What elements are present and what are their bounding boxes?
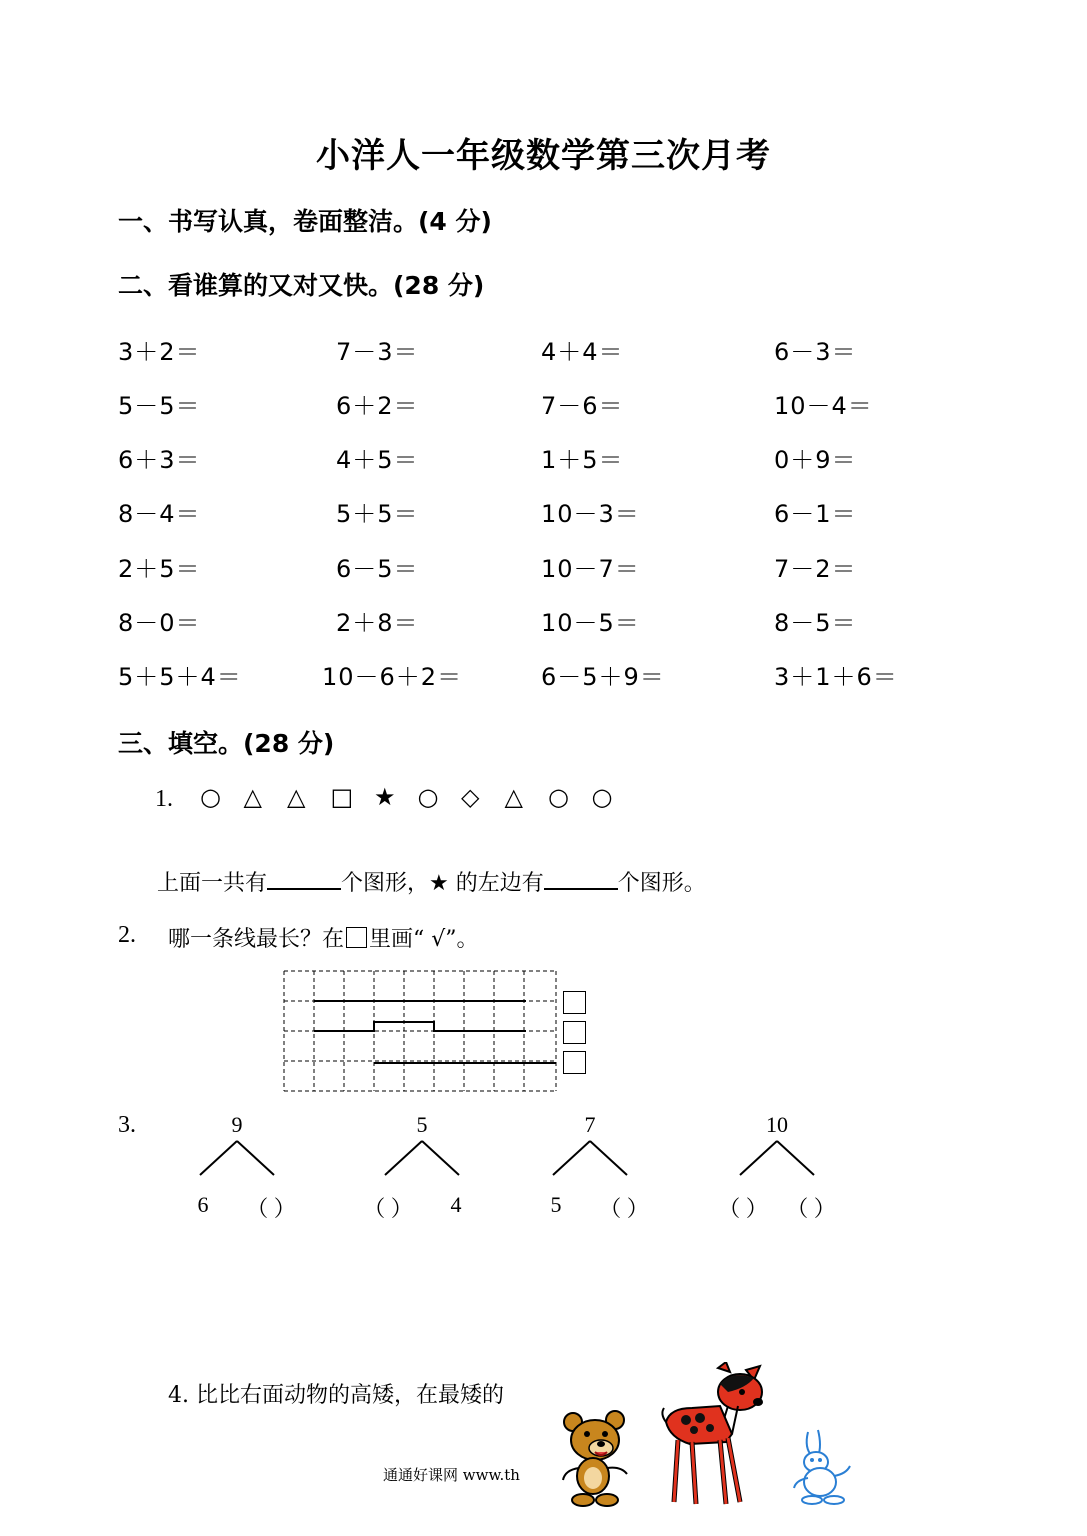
equation: 6＋2＝ <box>336 392 419 420</box>
bond-right-part: 4 <box>450 1192 462 1217</box>
answer-box-line-a[interactable] <box>563 991 586 1014</box>
shape-6-icon: ◇ <box>461 783 480 811</box>
equation: 8－0＝ <box>118 609 201 637</box>
bond-total: 9 <box>231 1112 243 1137</box>
bond-left-part: 6 <box>197 1192 209 1217</box>
equation: 3＋2＝ <box>118 338 201 366</box>
bond-branch-right <box>777 1141 814 1175</box>
checkbox-inline-icon <box>346 927 367 948</box>
section-two-heading: 二、看谁算的又对又快。(28 分) <box>118 271 485 300</box>
bond-right-part[interactable]: （ ） <box>599 1196 649 1221</box>
bond-branch-left <box>200 1141 237 1175</box>
shape-0-icon: ○ <box>200 783 221 811</box>
shape-1-icon: △ <box>243 783 262 811</box>
bond-branches <box>192 1138 282 1178</box>
bond-total: 10 <box>766 1112 788 1137</box>
equation: 7－6＝ <box>541 392 624 420</box>
answer-blank-total[interactable] <box>267 868 341 890</box>
bond-right-part[interactable]: （ ） <box>246 1196 296 1221</box>
equation: 5－5＝ <box>118 392 201 420</box>
shape-3-icon: □ <box>330 783 354 811</box>
page-title: 小洋人一年级数学第三次月考 <box>316 136 771 176</box>
bond-branch-left <box>553 1141 590 1175</box>
bond-branches <box>545 1138 635 1178</box>
equation: 8－5＝ <box>774 609 857 637</box>
shape-8-icon: ○ <box>548 783 569 811</box>
equation: 7－2＝ <box>774 555 857 583</box>
bond-left-part[interactable]: （ ） <box>718 1196 768 1221</box>
equation: 10－6＋2＝ <box>322 663 463 691</box>
q4-question: 4. 比比右面动物的高矮，在最矮的 <box>168 1383 504 1408</box>
equation: 6－5＝ <box>336 555 419 583</box>
equation: 10－3＝ <box>541 500 640 528</box>
bond-branch-right <box>590 1141 627 1175</box>
bond-right-part[interactable]: （ ） <box>786 1196 836 1221</box>
equation: 2＋8＝ <box>336 609 419 637</box>
shape-9-icon: ○ <box>591 783 613 811</box>
q1-text-d: 个图形。 <box>617 871 706 896</box>
shape-5-icon: ○ <box>417 783 439 811</box>
equation: 10－7＝ <box>541 555 640 583</box>
answer-box-line-b[interactable] <box>563 1021 586 1044</box>
shape-7-icon: △ <box>504 783 523 811</box>
shape-2-icon: △ <box>287 783 306 811</box>
star-icon: ★ <box>429 871 449 896</box>
q1-text-b: 个图形， <box>341 871 430 896</box>
equation: 0＋9＝ <box>774 446 857 474</box>
equation: 6＋3＝ <box>118 446 201 474</box>
equation: 6－1＝ <box>774 500 857 528</box>
bond-branch-left <box>740 1141 777 1175</box>
bond-branch-right <box>237 1141 274 1175</box>
answer-blank-left[interactable] <box>544 868 618 890</box>
equation: 10－4＝ <box>774 392 873 420</box>
q1-text-a: 上面一共有 <box>157 871 268 896</box>
q3-number: 3. <box>118 1112 136 1138</box>
deer-icon <box>656 1362 768 1512</box>
equation: 7－3＝ <box>336 338 419 366</box>
equation: 6－3＝ <box>774 338 857 366</box>
q2-text-a: 哪一条线最长？在 <box>168 927 345 952</box>
equation: 5＋5＋4＝ <box>118 663 242 691</box>
q2-question <box>168 922 479 953</box>
equation: 5＋5＝ <box>336 500 419 528</box>
equation: 4＋5＝ <box>336 446 419 474</box>
bond-branches <box>732 1138 822 1178</box>
section-three-heading: 三、填空。(28 分) <box>118 729 335 758</box>
q2-text-b: 里画“ √”。 <box>369 927 479 952</box>
bond-branch-left <box>385 1141 422 1175</box>
equation: 10－5＝ <box>541 609 640 637</box>
equation: 2＋5＝ <box>118 555 201 583</box>
equation: 1＋5＝ <box>541 446 624 474</box>
bond-left-part: 5 <box>550 1192 562 1217</box>
q1-text-c: 的左边有 <box>448 871 544 896</box>
equation: 3＋1＋6＝ <box>774 663 898 691</box>
bear-icon <box>555 1408 637 1508</box>
line-grid-figure <box>280 966 600 1096</box>
bond-branches <box>377 1138 467 1178</box>
bond-total: 5 <box>416 1112 428 1137</box>
q1-number: 1. <box>155 786 173 812</box>
equation: 4＋4＝ <box>541 338 624 366</box>
bond-branch-right <box>422 1141 459 1175</box>
equation: 6－5＋9＝ <box>541 663 665 691</box>
q1-question <box>157 866 706 897</box>
answer-box-line-c[interactable] <box>563 1051 586 1074</box>
rabbit-icon <box>786 1428 856 1508</box>
bond-total: 7 <box>584 1112 596 1137</box>
shape-4-icon: ★ <box>374 783 396 811</box>
q2-number: 2. <box>118 922 136 948</box>
section-one-heading: 一、书写认真，卷面整洁。(4 分) <box>118 207 492 236</box>
equation: 8－4＝ <box>118 500 201 528</box>
footer-watermark: 通通好课网 www.th <box>383 1466 520 1484</box>
bond-left-part[interactable]: （ ） <box>363 1196 413 1221</box>
